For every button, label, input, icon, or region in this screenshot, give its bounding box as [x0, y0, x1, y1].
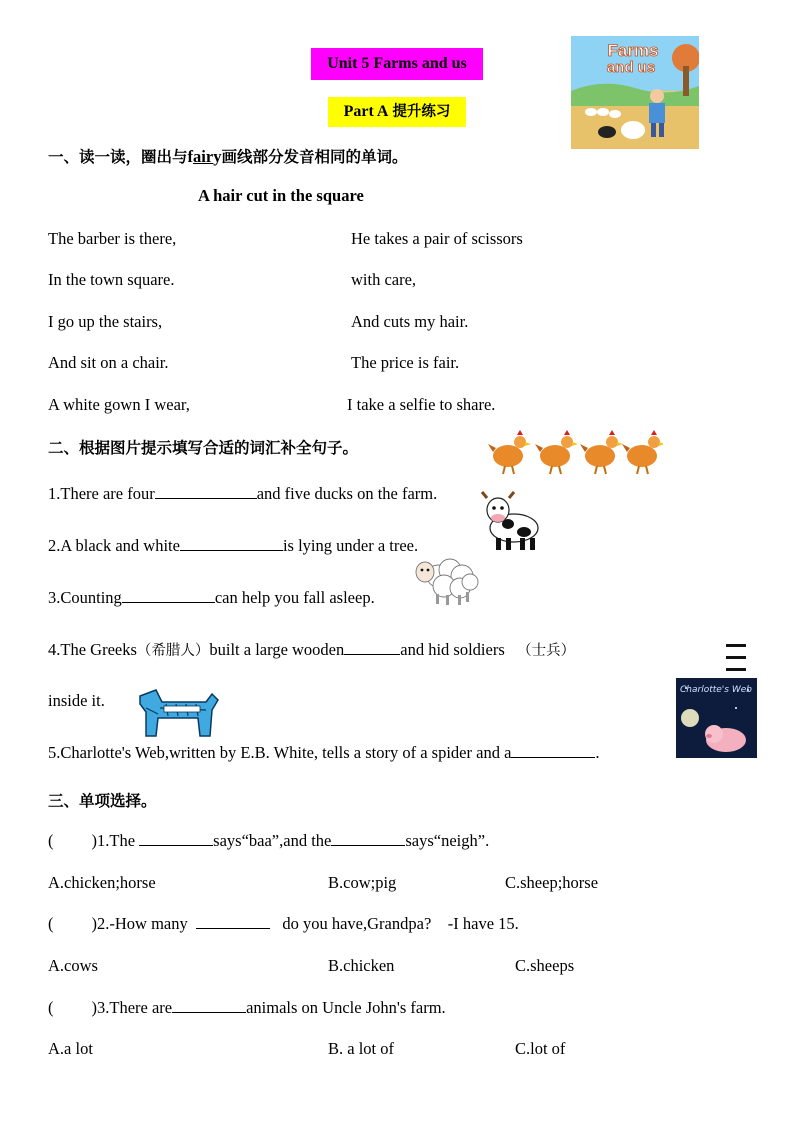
poem-left-line: A white gown I wear,	[48, 395, 190, 414]
choice-question-3: ( )3.There are animals on Uncle John's farm.	[48, 998, 446, 1017]
choice-option[interactable]: A.cows	[48, 956, 98, 975]
fill-question-3: 3.Counting can help you fall asleep.	[48, 588, 375, 607]
answer-blank[interactable]	[344, 640, 400, 655]
fill-question-2: 2.A black and white is lying under a tree.	[48, 536, 419, 555]
answer-blank[interactable]	[180, 536, 283, 551]
poem-right-line: with care,	[351, 270, 417, 289]
choice-question-2: ( )2.-How many do you have,Grandpa? -I have 15.	[48, 914, 519, 933]
poem-left-line: I go up the stairs,	[48, 312, 163, 331]
answer-paren[interactable]: (	[48, 998, 54, 1017]
fill-question-4-line2: inside it.	[48, 691, 105, 710]
menu-icon	[722, 636, 752, 680]
answer-blank[interactable]	[155, 484, 257, 499]
poem-right-line: The price is fair.	[351, 353, 460, 372]
fill-question-5: 5.Charlotte's Web,written by E.B. White, tells a story of a spider and a .	[48, 743, 600, 762]
fill-question-4: 4.The Greeks（希腊人）built a large wooden and hid soldiers （士兵）	[48, 640, 576, 659]
choice-option[interactable]: A.chicken;horse	[48, 873, 156, 892]
answer-blank[interactable]	[196, 914, 270, 929]
wooden-horse-image	[136, 688, 222, 740]
choice-option[interactable]: A.a lot	[48, 1039, 93, 1058]
section3-heading: 三、单项选择。	[48, 792, 157, 810]
section1-heading: 一、读一读，圈出与fairy画线部分发音相同的单词。	[48, 147, 408, 166]
part-label: Part A 提升练习	[328, 97, 466, 127]
choice-question-1: ( )1.The says“baa”,and the says“neigh”.	[48, 831, 490, 850]
choice-option[interactable]: B.chicken	[328, 956, 395, 975]
cover-title-line1: Farms	[607, 41, 659, 60]
poem-right-line: I take a selfie to share.	[347, 395, 496, 414]
poem-right-line: He takes a pair of scissors	[351, 229, 523, 248]
answer-paren[interactable]: (	[48, 831, 54, 850]
poem-right-line: And cuts my hair.	[351, 312, 469, 331]
choice-option[interactable]: C.sheeps	[515, 956, 575, 975]
section2-heading: 二、根据图片提示填写合适的词汇补全句子。	[48, 439, 359, 457]
poem-left-line: And sit on a chair.	[48, 353, 169, 372]
answer-blank[interactable]	[331, 831, 405, 846]
answer-blank[interactable]	[139, 831, 213, 846]
answer-blank[interactable]	[122, 588, 215, 603]
poem-left-line: In the town square.	[48, 270, 175, 289]
answer-blank[interactable]	[511, 743, 595, 758]
sheep-image	[412, 548, 480, 606]
worksheet-title: Unit 5 Farms and us	[311, 48, 483, 80]
answer-blank[interactable]	[172, 998, 246, 1013]
chickens-image	[488, 430, 663, 475]
book-title: Charlotte's Web	[680, 685, 752, 695]
choice-option[interactable]: B.cow;pig	[328, 873, 397, 892]
fill-question-1: 1.There are four and five ducks on the farm.	[48, 484, 438, 503]
cover-title-line2: and us	[606, 59, 656, 76]
farms-and-us-cover-image	[571, 36, 699, 149]
answer-paren[interactable]: (	[48, 914, 54, 933]
poem-title: A hair cut in the square	[198, 186, 364, 205]
poem-left-line: The barber is there,	[48, 229, 177, 248]
cow-image	[480, 490, 544, 552]
choice-option[interactable]: C.sheep;horse	[505, 873, 599, 892]
choice-option[interactable]: C.lot of	[515, 1039, 566, 1058]
charlottes-web-book-image	[676, 678, 757, 758]
choice-option[interactable]: B. a lot of	[328, 1039, 394, 1058]
